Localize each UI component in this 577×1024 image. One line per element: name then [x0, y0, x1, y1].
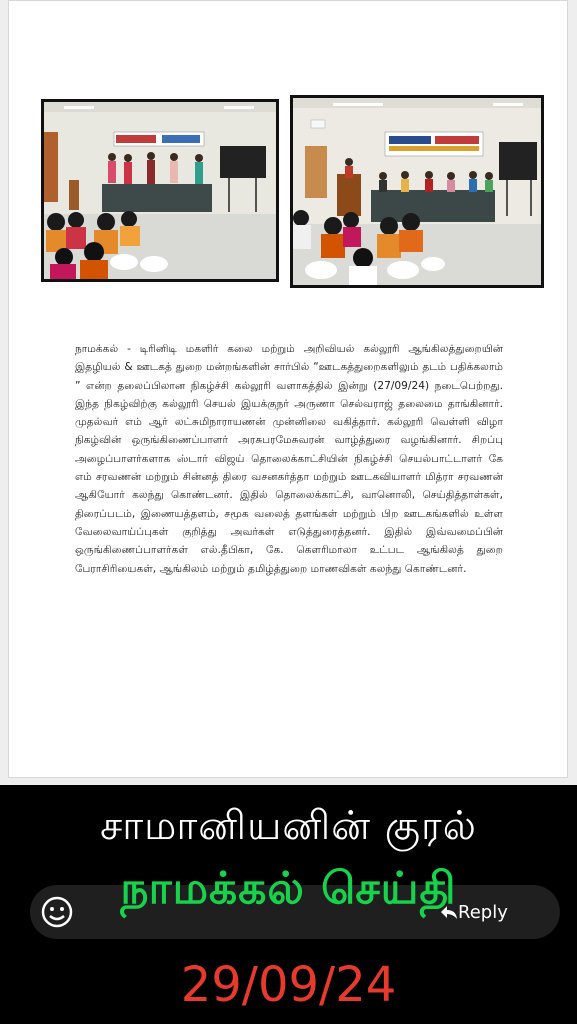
news-banner: [0, 785, 577, 1024]
city-news-title: நாமக்கல் செய்தி: [120, 863, 457, 914]
news-article: [75, 340, 503, 578]
event-photo-left-image: [44, 102, 276, 279]
event-photo-right[interactable]: [290, 95, 544, 288]
reply-label: Reply: [458, 902, 508, 923]
brand-title: சாமானியனின் குரல்: [100, 803, 477, 849]
news-date: 29/09/24: [180, 957, 397, 1013]
event-photo-left[interactable]: [41, 99, 279, 282]
article-body: நாமக்கல் - டிரினிடி மகளிர் கலை மற்றும் அறிவியல் கல்லூரி ஆங்கிலத்துறையின் இதழியல் & ஊடகத் துறை மன்றங்களின் சார்பில் “ஊடகத்துறைகளிலும் தடம் பதிக்கலாம் ” என்ற தலைப்பிலான நிகழ்ச்சி கல்லூரி வளாகத்தில் இன்று (27/09/24) நடைபெற்றது. இந்த நிகழ்விற்கு கல்லூரி செயல் இயக்குநர் அருணா செல்வராஜ் தலைமை தாங்கினார். முதல்வர் எம் ஆர் லட்சுமிநாராயணன் முன்னிலை வகித்தார். கல்லூரி வெள்ளி விழா நிகழ்வின் ஒருங்கிணைப்பாளர் அரசுபரமேசுவரன் வாழ்த்துரை வழங்கினார். சிறப்பு அழைப்பாளர்களாக ஸ்டார் விஜய் தொலைக்காட்சியின் நிகழ்ச்சி செயல்பாட்டாளர் கே எம் சரவணன் மற்றும் சின்னத் திரை வசனகர்த்தா மற்றும் ஊடகவியாளர் மித்ரா சரவணன் ஆகியோர் கலந்து கொண்டனர். இதில் தொலைக்காட்சி, வானொலி, செய்தித்தாள்கள், திரைப்படம், இணையத்தளம், சமூக வலைத் தளங்கள் மற்றும் பிற ஊடகங்களில் உள்ள வேலைவாய்ப்புகள் குறித்து அவர்கள் எடுத்துரைத்தனர். இதில் இவ்வமைப்பின் ஒருங்கிணைப்பாளர்கள் எல்.தீபிகா, கே. கௌரிமாலா உட்பட ஆங்கிலத் துறை பேராசிரியைகள், ஆங்கிலம் மற்றும் தமிழ்த்துறை மாணவிகள் கலந்து கொண்டனர்.: [75, 343, 503, 575]
event-photo-right-image: [293, 98, 541, 285]
